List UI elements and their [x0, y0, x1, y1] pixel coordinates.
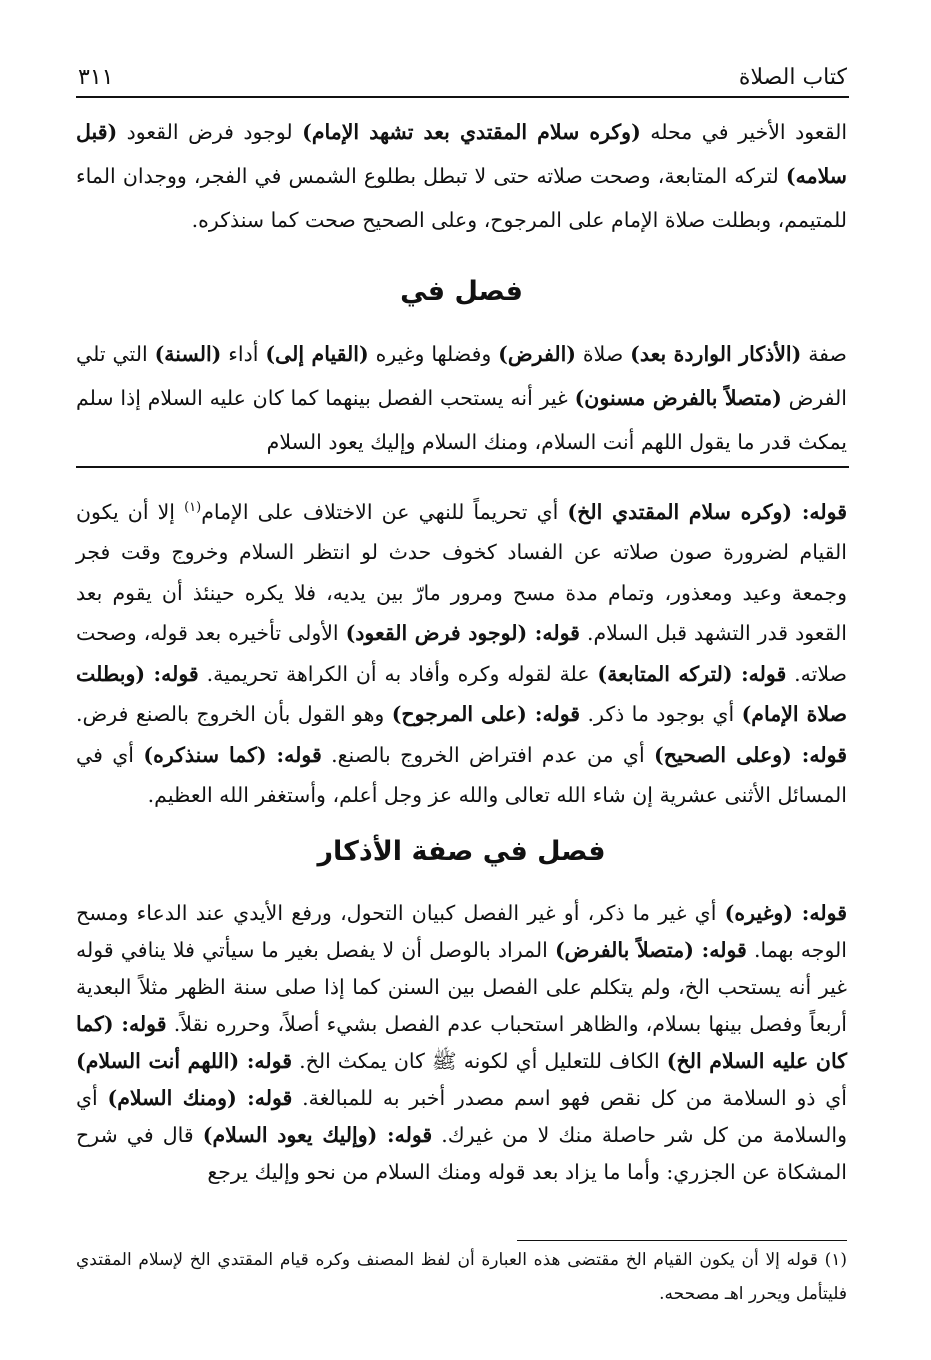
matn-sharh-divider [76, 466, 849, 468]
text-run: غير أنه يستحب الفصل بينهما كما كان عليه السلام إذا سلم يمكث قدر ما يقول اللهم أنت السلام، ومنك السلام وإليك يعود السلام [76, 386, 847, 454]
text-run: الكاف للتعليل أي لكونه ﷺ كان يمكث الخ. [292, 1049, 667, 1073]
commentary-quote: (كما سنذكره) [143, 742, 277, 767]
text-run: لوجود فرض القعود [117, 120, 303, 144]
commentary-quote: (لوجود فرض القعود) [345, 621, 535, 646]
commentary-quote: (متصلاً بالفرض) [554, 938, 702, 962]
text-run: المراد بالوصل أن لا يفصل بغير ما سيأتي فلا ينافي قوله غير أنه يستحب الخ، ولم يتكلم على الفصل بين السنن كما إذا صلى سنة الظهر مثلاً البعدية أربعاً وفصل بينها بسلام، والظاهر استحباب عدم الفصل بشيء أصلاً، وحرره نقلاً. [76, 938, 847, 1036]
commentary-quote: (على المرجوح) [391, 702, 535, 727]
text-run: أي ذو السلامة من كل نقص فهو اسم مصدر أخبر به للمبالغة. [292, 1086, 847, 1110]
qawluhu-label: قوله: [276, 742, 322, 767]
text-run: لتركه المتابعة، وصحت صلاته حتى لا تبطل بطلوع الشمس في الفجر، ووجدان الماء للمتيمم، وبطلت صلاة الإمام على المرجوح، وعلى الصحيح صحت كما سنذكره. [76, 164, 847, 232]
qawluhu-label: قوله: [534, 621, 580, 646]
text-run: أي في المسائل الأثنى عشرية إن شاء الله تعالى والله عز وجل أعلم، وأستغفر الله العظيم. [76, 742, 847, 808]
text-run: قال في شرح المشكاة عن الجزري: وأما ما يزاد بعد قوله ومنك السلام من نحو وإليك يرجع [76, 1123, 847, 1184]
text-run: أي والسلامة من كل شر حاصلة منك لا من غيرك. [76, 1086, 847, 1147]
matn-quote: (القيام إلى) [265, 342, 369, 366]
matn-quote: (متصلاً بالفرض مسنون) [574, 386, 782, 410]
matn-quote: (السنة) [154, 342, 222, 366]
commentary-quote: (وكره سلام المقتدي الخ) [567, 499, 802, 524]
footnote-text: قوله إلا أن يكون القيام الخ مقتضى هذه العبارة أن لفظ المصنف وكره قيام المقتدي الخ لإسلام المقتدي فليتأمل ويحرر اهـ مصححه. [76, 1250, 847, 1304]
text-run: إلا أن يكون القيام لضرورة صون صلاته عن الفساد كخوف حدث لو انتظر السلام وخروج وقت فجر وجمعة وعيد ومعذور، وتمام مدة مسح ومرور مارّ بين يديه، فلا يكره حينئذ أن يقوم بعد القعود قدر التشهد قبل السلام. [76, 499, 847, 646]
qawluhu-label: قوله: [387, 1123, 433, 1147]
qawluhu-label: قوله: [153, 661, 199, 686]
text-run: وفضلها وغيره [368, 342, 499, 366]
commentary-quote: (وعلى الصحيح) [654, 742, 802, 767]
text-run: القعود الأخير في محله [640, 120, 848, 144]
qawluhu-label: قوله: [741, 661, 787, 686]
text-run: وهو القول بأن الخروج بالصنع فرض. [76, 702, 392, 727]
matn-quote: (الفرض) [498, 342, 576, 366]
commentary-quote: (كما كان عليه السلام الخ) [76, 1012, 847, 1073]
commentary-quote: (ومنك السلام) [107, 1086, 248, 1110]
text-run: الأولى تأخيره بعد قوله، وصحت صلاته. [76, 621, 847, 686]
text-run: التي تلي الفرض [76, 342, 847, 410]
text-run: أي من عدم افتراض الخروج بالصنع. [321, 742, 655, 767]
page-number: ٣١١ [78, 65, 114, 90]
footnote-divider [517, 1240, 847, 1241]
qawluhu-label: قوله: [801, 901, 847, 925]
qawluhu-label: قوله: [121, 1012, 167, 1036]
matn-quote: (وكره سلام المقتدي بعد تشهد الإمام) [302, 120, 641, 144]
qawluhu-label: قوله: [246, 1049, 293, 1073]
qawluhu-label: قوله: [534, 702, 581, 727]
page-header [78, 50, 847, 98]
commentary-quote: (وبطلت صلاة الإمام) [76, 661, 848, 727]
text-run: علة لقوله وكره وأفاد به أن الكراهة تحريمية. [198, 661, 598, 686]
section-heading-adhkar: فصل في صفة الأذكار [317, 836, 606, 867]
commentary-quote: (لتركه المتابعة) [597, 661, 742, 686]
main-text-section1 [76, 332, 847, 464]
footnote-marker: (١) [824, 1250, 847, 1270]
section-heading-fasl: فصل في [400, 276, 523, 307]
commentary-block-1 [76, 488, 847, 816]
footnote-reference[interactable]: (١) [184, 500, 202, 515]
text-run: صلاة [575, 342, 631, 366]
text-run: أي غير ما ذكر، أو غير الفصل كبيان التحول، ورفع الأيدي عند الدعاء ومسح الوجه بهما. [76, 901, 848, 962]
text-run: أي تحريماً للنهي عن الاختلاف على الإمام [201, 499, 568, 524]
footnote [76, 1243, 847, 1311]
matn-quote: (الأذكار الواردة بعد) [630, 342, 802, 366]
text-run: أي بوجود ما ذكر. [580, 702, 742, 727]
commentary-quote: (اللهم أنت السلام) [76, 1049, 247, 1073]
qawluhu-label: قوله: [701, 938, 747, 962]
qawluhu-label: قوله: [801, 499, 848, 524]
commentary-block-2 [76, 895, 847, 1191]
commentary-quote: (وإليك يعود السلام) [202, 1123, 388, 1147]
qawluhu-label: قوله: [247, 1086, 293, 1110]
main-text-top [76, 110, 847, 242]
matn-quote: (قبل سلامه) [76, 120, 847, 188]
commentary-quote: (وغيره) [724, 901, 802, 925]
text-run: صفة [801, 342, 847, 366]
header-divider [76, 96, 849, 98]
text-run: أداء [221, 342, 266, 366]
book-title: كتاب الصلاة [738, 65, 847, 90]
qawluhu-label: قوله: [801, 742, 847, 767]
